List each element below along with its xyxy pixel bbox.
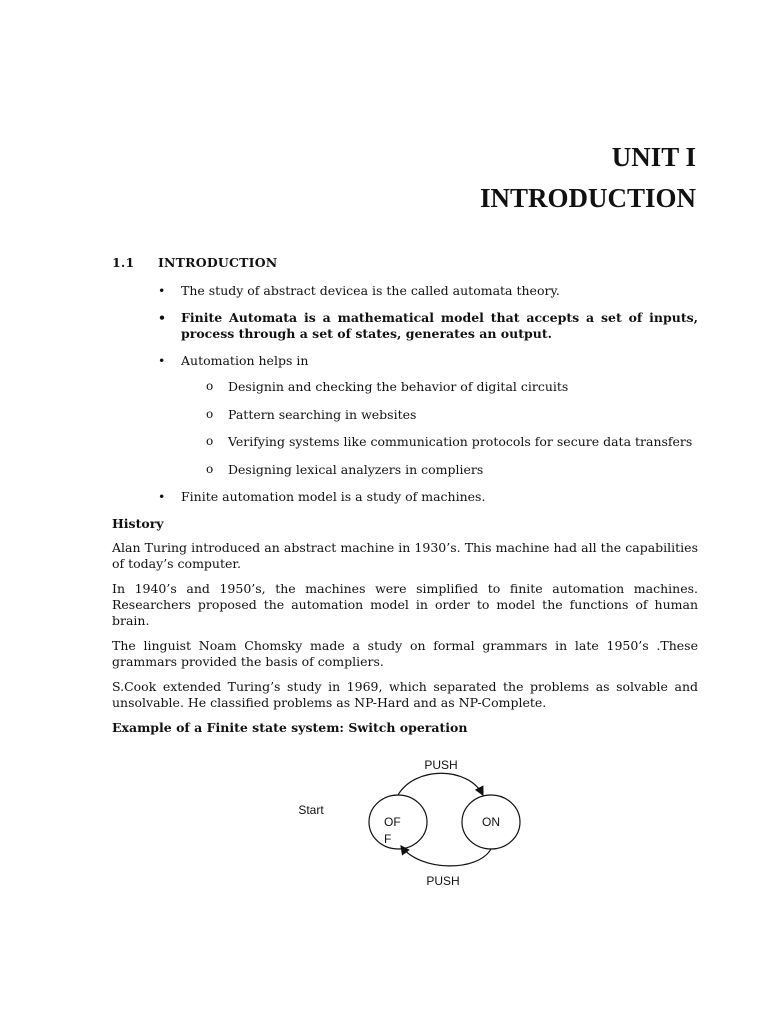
bullet-item: • Finite automation model is a study of machines.: [112, 489, 698, 505]
bullet-text: Automation helps in: [181, 353, 309, 368]
transition-arrow-on-to-off: [401, 846, 491, 866]
transition-label-top: PUSH: [424, 758, 458, 772]
history-paragraph: S.Cook extended Turing’s study in 1969, which separated the problems as solvable and unsolvable. He classified problems as NP-Hard and as NP-Complete.: [112, 679, 698, 710]
unit-title: UNIT I: [611, 142, 696, 172]
section-heading: [112, 255, 698, 271]
start-label: Start: [298, 803, 324, 817]
section-number: 1.1: [112, 255, 135, 270]
example-heading: Example of a Finite state system: Switch operation: [112, 720, 468, 735]
sub-bullet-item: o Verifying systems like communication protocols for secure data transfers: [181, 434, 698, 450]
chapter-title: INTRODUCTION: [479, 183, 696, 213]
state-off-label-part1: OF: [384, 815, 401, 829]
state-off-label-part2: F: [384, 832, 392, 846]
bullet-item: • The study of abstract devicea is the called automata theory.: [112, 283, 698, 299]
history-paragraph: In 1940’s and 1950’s, the machines were simplified to finite automation machines. Researchers proposed the automation model in order to model the functions of human brain.: [112, 581, 698, 628]
transition-label-bottom: PUSH: [426, 874, 460, 888]
history-paragraph: Alan Turing introduced an abstract machine in 1930’s. This machine had all the capabilities of today’s computer.: [112, 540, 698, 571]
bullet-item: [112, 353, 698, 478]
state-off-circle: [369, 795, 427, 849]
transition-arrow-off-to-on: [398, 773, 483, 795]
bullet-list: [112, 283, 698, 505]
sub-bullet-item: o Designin and checking the behavior of digital circuits: [181, 379, 698, 395]
sub-bullet-item: o Designing lexical analyzers in compliers: [181, 462, 698, 478]
state-on-label: ON: [482, 815, 500, 829]
bullet-item: • Finite Automata is a mathematical model that accepts a set of inputs, process through a set of states, generates an output.: [112, 310, 698, 342]
sub-bullet-item: o Pattern searching in websites: [181, 407, 698, 423]
sub-bullet-list: [181, 379, 698, 478]
section-title: INTRODUCTION: [158, 255, 278, 270]
body-content: [112, 255, 698, 744]
history-paragraph: The linguist Noam Chomsky made a study on formal grammars in late 1950’s .These grammars provided the basis of compliers.: [112, 638, 698, 669]
history-heading: History: [112, 516, 164, 531]
state-on-circle: [462, 795, 520, 849]
